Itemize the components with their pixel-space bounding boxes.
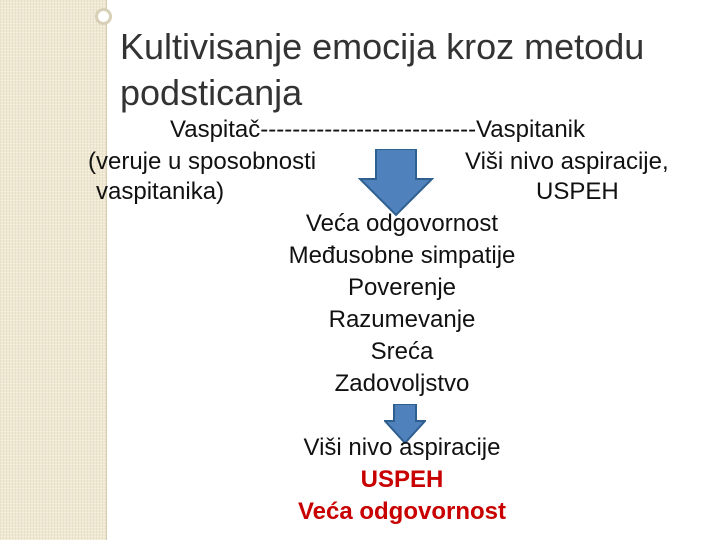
bottom-item-highlight: USPEH [360,466,444,493]
bottom-item-highlight: Veća odgovornost [297,498,507,525]
middle-item: Veća odgovornost [305,210,499,237]
middle-item: Poverenje [347,274,457,301]
bottom-item: Viši nivo aspiracije [303,434,501,461]
left-note-line-2: vaspitanika) [96,178,225,205]
middle-item: Razumevanje [328,306,476,333]
slide-title: Kultivisanje emocija kroz metodu podsticanja [120,26,645,113]
arrow-down-icon [358,149,434,217]
right-note-line-2: USPEH [536,178,619,205]
left-note-line-1: (veruje u sposobnosti [88,148,317,175]
decorative-ring-icon [95,8,112,25]
middle-item: Međusobne simpatije [288,242,516,269]
right-note-line-1: Viši nivo aspiracije, [465,148,669,175]
roles-line: Vaspitač---------------------------Vaspitanik [170,116,586,143]
decorative-left-band [0,0,106,540]
decorative-left-rule [106,0,107,540]
middle-item: Zadovoljstvo [334,370,470,397]
middle-item: Sreća [370,338,434,365]
